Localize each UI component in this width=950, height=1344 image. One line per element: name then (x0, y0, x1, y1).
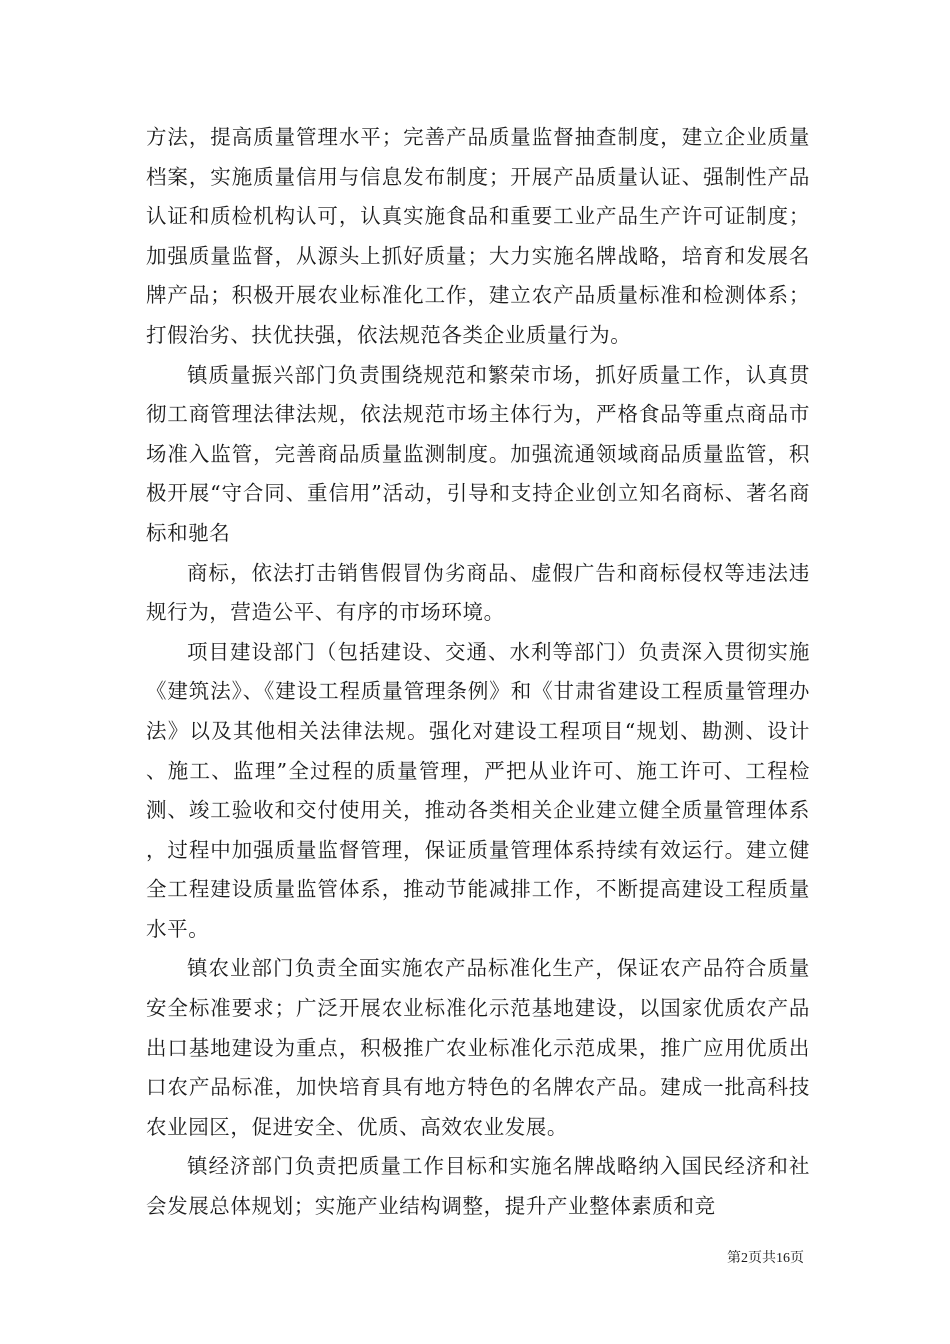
footer-suffix: 页 (790, 1250, 804, 1266)
paragraph-market-quality: 镇质量振兴部门负责围绕规范和繁荣市场，抓好质量工作，认真贯彻工商管理法律法规，依法规范市场主体行为，严格食品等重点商品市场准入监管，完善商品质量监测制度。加强流通领域商品质量监管，积极开展“守合同、重信用”活动，引导和支持企业创立知名商标、著名商标和驰名 (146, 362, 810, 545)
page-number-footer (727, 1248, 804, 1269)
current-page-number: 2 (741, 1251, 748, 1266)
document-body (146, 118, 810, 1227)
paragraph-agriculture: 镇农业部门负责全面实施农产品标准化生产，保证农产品符合质量安全标准要求；广泛开展农业标准化示范基地建设，以国家优质农产品出口基地建设为重点，积极推广农业标准化示范成果，推广应用优质出口农产品标准，加快培育具有地方特色的名牌农产品。建成一批高科技农业园区，促进安全、优质、高效农业发展。 (146, 956, 810, 1139)
footer-middle: 页共 (748, 1250, 776, 1266)
paragraph-economy: 镇经济部门负责把质量工作目标和实施名牌战略纳入国民经济和社会发展总体规划；实施产业结构调整，提升产业整体素质和竞 (146, 1154, 810, 1219)
paragraph-trademark: 商标，依法打击销售假冒伪劣商品、虚假广告和商标侵权等违法违规行为，营造公平、有序的市场环境。 (146, 560, 810, 625)
footer-prefix: 第 (727, 1250, 741, 1266)
total-page-number: 16 (776, 1251, 790, 1266)
paragraph-continued: 方法，提高质量管理水平；完善产品质量监督抽查制度，建立企业质量档案，实施质量信用与信息发布制度；开展产品质量认证、强制性产品认证和质检机构认可，认真实施食品和重要工业产品生产许可证制度；加强质量监督，从源头上抓好质量；大力实施名牌战略，培育和发展名牌产品；积极开展农业标准化工作，建立农产品质量标准和检测体系；打假治劣、扶优扶强，依法规范各类企业质量行为。 (146, 125, 810, 347)
paragraph-construction: 项目建设部门（包括建设、交通、水利等部门）负责深入贯彻实施《建筑法》、《建设工程质量管理条例》和《甘肃省建设工程质量管理办法》以及其他相关法律法规。强化对建设工程项目“规划、勘测、设计、施工、监理”全过程的质量管理，严把从业许可、施工许可、工程检测、竣工验收和交付使用关，推动各类相关企业建立健全质量管理体系，过程中加强质量监督管理，保证质量管理体系持续有效运行。建立健全工程建设质量监管体系，推动节能减排工作，不断提高建设工程质量水平。 (146, 639, 810, 941)
